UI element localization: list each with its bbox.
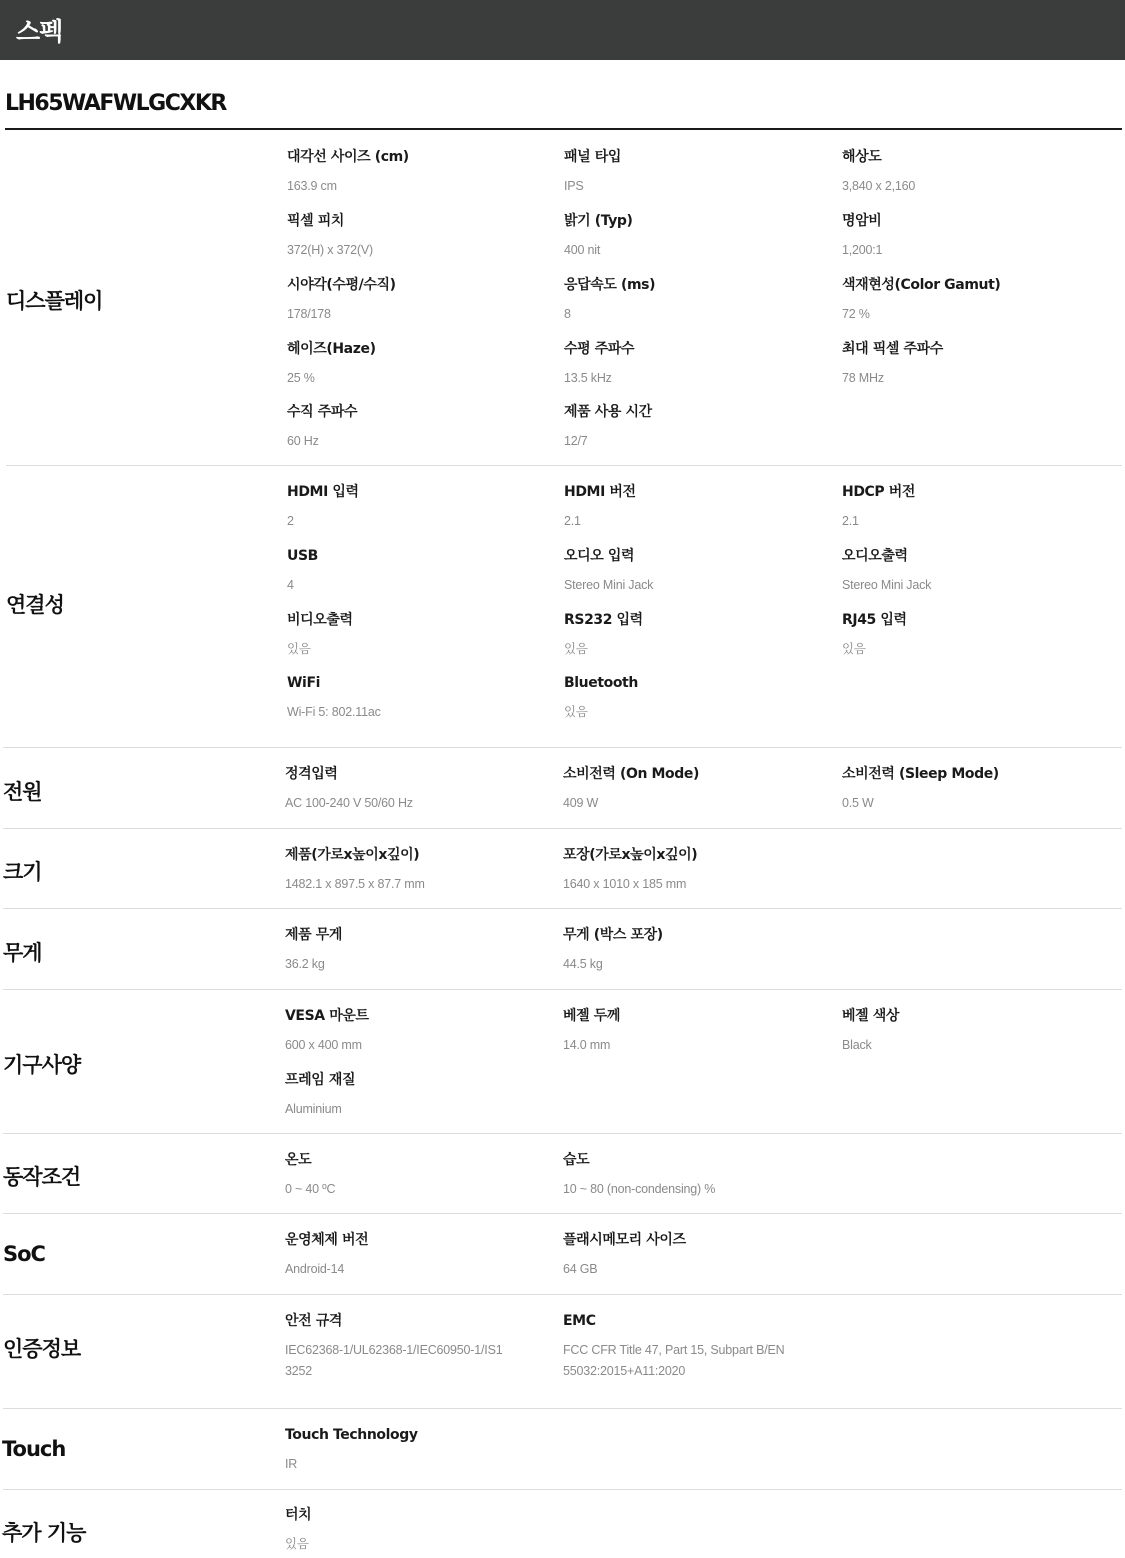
spec-label: 무게 (박스 포장) <box>563 927 663 943</box>
spec-item <box>842 483 1082 532</box>
spec-value: 2.1 <box>564 514 581 528</box>
spec-item <box>287 674 527 723</box>
spec-item <box>842 340 1082 389</box>
section-title: 추가 기능 <box>2 1521 86 1545</box>
spec-value: Android-14 <box>285 1262 345 1276</box>
spec-item <box>287 483 527 532</box>
spec-value: Black <box>842 1038 872 1052</box>
spec-item <box>564 483 804 532</box>
spec-item <box>287 611 527 660</box>
spec-item <box>564 403 804 452</box>
section-title: 연결성 <box>6 593 64 617</box>
section-operating <box>0 1134 1125 1214</box>
spec-value: 64 GB <box>563 1262 598 1276</box>
spec-label: 프레임 재질 <box>285 1072 356 1088</box>
spec-item <box>842 547 1082 596</box>
spec-label: 소비전력 (Sleep Mode) <box>842 766 999 782</box>
spec-value: 1482.1 x 897.5 x 87.7 mm <box>285 877 425 891</box>
spec-label: 제품 사용 시간 <box>564 404 652 420</box>
spec-label: 오디오출력 <box>842 548 908 564</box>
spec-item <box>563 1151 803 1200</box>
spec-label: 대각선 사이즈 (cm) <box>287 149 409 165</box>
header-bar <box>0 0 1125 60</box>
section-title: 전원 <box>3 780 42 804</box>
spec-label: HDCP 버전 <box>842 484 915 500</box>
spec-label: 오디오 입력 <box>564 548 635 564</box>
section-display <box>0 130 1125 466</box>
section-extra <box>0 1490 1125 1558</box>
spec-value: 78 MHz <box>842 371 884 385</box>
spec-item <box>287 340 527 389</box>
section-soc <box>0 1214 1125 1295</box>
spec-label: 최대 픽셀 주파수 <box>842 341 943 357</box>
spec-value: 있음 <box>287 642 311 656</box>
spec-label: Touch Technology <box>285 1427 418 1443</box>
spec-value: 163.9 cm <box>287 179 337 193</box>
spec-label: 정격입력 <box>285 766 338 782</box>
spec-value: 1,200:1 <box>842 243 883 257</box>
spec-value: 2.1 <box>842 514 859 528</box>
spec-value: FCC CFR Title 47, Part 15, Subpart B/EN55032:2015+A11:2020 <box>563 1343 785 1378</box>
section-title: SoC <box>3 1242 45 1266</box>
spec-item <box>563 1312 803 1382</box>
spec-label: 플래시메모리 사이즈 <box>563 1232 686 1248</box>
page-title: 스펙 <box>16 17 63 46</box>
spec-value: 72 % <box>842 307 870 321</box>
spec-value: 8 <box>564 307 571 321</box>
spec-item <box>285 1151 525 1200</box>
spec-label: 제품(가로x높이x깊이) <box>285 847 420 863</box>
spec-value: 13.5 kHz <box>564 371 612 385</box>
spec-value: IEC62368-1/UL62368-1/IEC60950-1/IS13252 <box>285 1343 503 1378</box>
spec-item <box>563 1231 803 1280</box>
spec-label: 수평 주파수 <box>564 341 635 357</box>
spec-item <box>285 1007 525 1056</box>
spec-label: 응답속도 (ms) <box>564 277 656 293</box>
section-mechanical <box>0 990 1125 1134</box>
spec-item <box>564 148 804 197</box>
spec-label: 밝기 (Typ) <box>564 213 633 229</box>
spec-value: 0.5 W <box>842 796 874 810</box>
spec-item <box>285 926 525 975</box>
spec-label: 픽셀 피치 <box>287 213 344 229</box>
spec-label: 해상도 <box>842 149 882 165</box>
spec-label: HDMI 입력 <box>287 484 359 500</box>
section-certification <box>0 1295 1125 1409</box>
spec-item <box>842 1007 1082 1056</box>
spec-item <box>842 276 1082 325</box>
spec-label: 수직 주파수 <box>287 404 358 420</box>
spec-item <box>842 611 1082 660</box>
spec-value: 0 ~ 40 ºC <box>285 1182 336 1196</box>
spec-value: 14.0 mm <box>563 1038 611 1052</box>
spec-label: 안전 규격 <box>285 1313 342 1329</box>
spec-value: 25 % <box>287 371 315 385</box>
spec-item <box>564 547 804 596</box>
spec-item <box>287 547 527 596</box>
spec-value: 있음 <box>564 705 588 719</box>
spec-label: USB <box>287 548 318 564</box>
spec-value: 10 ~ 80 (non-condensing) % <box>563 1182 716 1196</box>
spec-label: 시야각(수평/수직) <box>287 277 396 293</box>
spec-item <box>564 276 804 325</box>
spec-item <box>287 148 527 197</box>
spec-item <box>285 846 525 895</box>
spec-label: Bluetooth <box>564 675 638 691</box>
section-title: 기구사양 <box>3 1053 81 1077</box>
spec-item <box>564 340 804 389</box>
spec-value: 있음 <box>564 642 588 656</box>
spec-label: WiFi <box>287 675 321 691</box>
spec-value: 44.5 kg <box>563 957 603 971</box>
spec-label: 베젤 두께 <box>563 1008 620 1024</box>
spec-item <box>285 1312 525 1382</box>
spec-label: VESA 마운트 <box>285 1008 369 1024</box>
spec-value: Aluminium <box>285 1102 342 1116</box>
section-title: 인증정보 <box>3 1337 81 1361</box>
section-connectivity <box>0 466 1125 748</box>
spec-value: 2 <box>287 514 294 528</box>
spec-item <box>564 674 804 723</box>
spec-label: 운영체제 버전 <box>285 1232 369 1248</box>
spec-item <box>563 765 803 814</box>
spec-item <box>564 212 804 261</box>
spec-label: 터치 <box>285 1507 312 1523</box>
spec-value: 3,840 x 2,160 <box>842 179 916 193</box>
spec-label: 명암비 <box>842 213 882 229</box>
spec-item <box>285 1426 525 1475</box>
spec-value: 36.2 kg <box>285 957 325 971</box>
spec-value: Wi-Fi 5: 802.11ac <box>287 705 381 719</box>
spec-label: 패널 타입 <box>564 149 621 165</box>
spec-value: 600 x 400 mm <box>285 1038 362 1052</box>
spec-item <box>563 1007 803 1056</box>
spec-label: EMC <box>563 1313 596 1329</box>
section-size <box>0 829 1125 909</box>
spec-label: HDMI 버전 <box>564 484 636 500</box>
spec-label: 베젤 색상 <box>842 1008 899 1024</box>
spec-label: 헤이즈(Haze) <box>287 341 376 357</box>
spec-value: Stereo Mini Jack <box>842 578 932 592</box>
spec-value: 12/7 <box>564 434 588 448</box>
spec-value: 1640 x 1010 x 185 mm <box>563 877 687 891</box>
spec-item <box>563 846 803 895</box>
spec-label: 소비전력 (On Mode) <box>563 766 699 782</box>
section-title: 크기 <box>3 860 42 884</box>
spec-value: 409 W <box>563 796 599 810</box>
spec-label: 습도 <box>563 1152 590 1168</box>
spec-item <box>842 148 1082 197</box>
spec-value: AC 100-240 V 50/60 Hz <box>285 796 413 810</box>
spec-item <box>285 765 525 814</box>
spec-value: 60 Hz <box>287 434 319 448</box>
section-title: 디스플레이 <box>6 289 103 313</box>
spec-item <box>287 276 527 325</box>
spec-item <box>563 926 803 975</box>
spec-item <box>564 611 804 660</box>
spec-value: 4 <box>287 578 294 592</box>
spec-label: 온도 <box>285 1152 312 1168</box>
spec-value: 372(H) x 372(V) <box>287 243 373 257</box>
spec-item <box>285 1231 525 1280</box>
section-title: 동작조건 <box>3 1165 81 1189</box>
spec-item <box>285 1506 525 1555</box>
spec-label: 포장(가로x높이x깊이) <box>563 847 698 863</box>
section-touch <box>0 1409 1125 1490</box>
model-name: LH65WAFWLGCXKR <box>5 91 226 116</box>
section-power <box>0 748 1125 829</box>
spec-value: 있음 <box>285 1537 309 1551</box>
spec-item <box>287 212 527 261</box>
spec-item <box>287 403 527 452</box>
spec-value: IPS <box>564 179 584 193</box>
spec-label: 제품 무게 <box>285 927 342 943</box>
spec-value: 178/178 <box>287 307 331 321</box>
spec-value: 있음 <box>842 642 866 656</box>
section-title: 무게 <box>3 941 42 965</box>
spec-value: IR <box>285 1457 298 1471</box>
spec-value: 400 nit <box>564 243 601 257</box>
section-weight <box>0 909 1125 990</box>
spec-label: 비디오출력 <box>287 612 353 628</box>
spec-label: 색재현성(Color Gamut) <box>842 277 1001 293</box>
spec-label: RS232 입력 <box>564 612 643 628</box>
spec-item <box>285 1071 525 1120</box>
spec-label: RJ45 입력 <box>842 612 907 628</box>
section-title: Touch <box>2 1437 66 1461</box>
spec-item <box>842 765 1082 814</box>
spec-item <box>842 212 1082 261</box>
spec-value: Stereo Mini Jack <box>564 578 654 592</box>
